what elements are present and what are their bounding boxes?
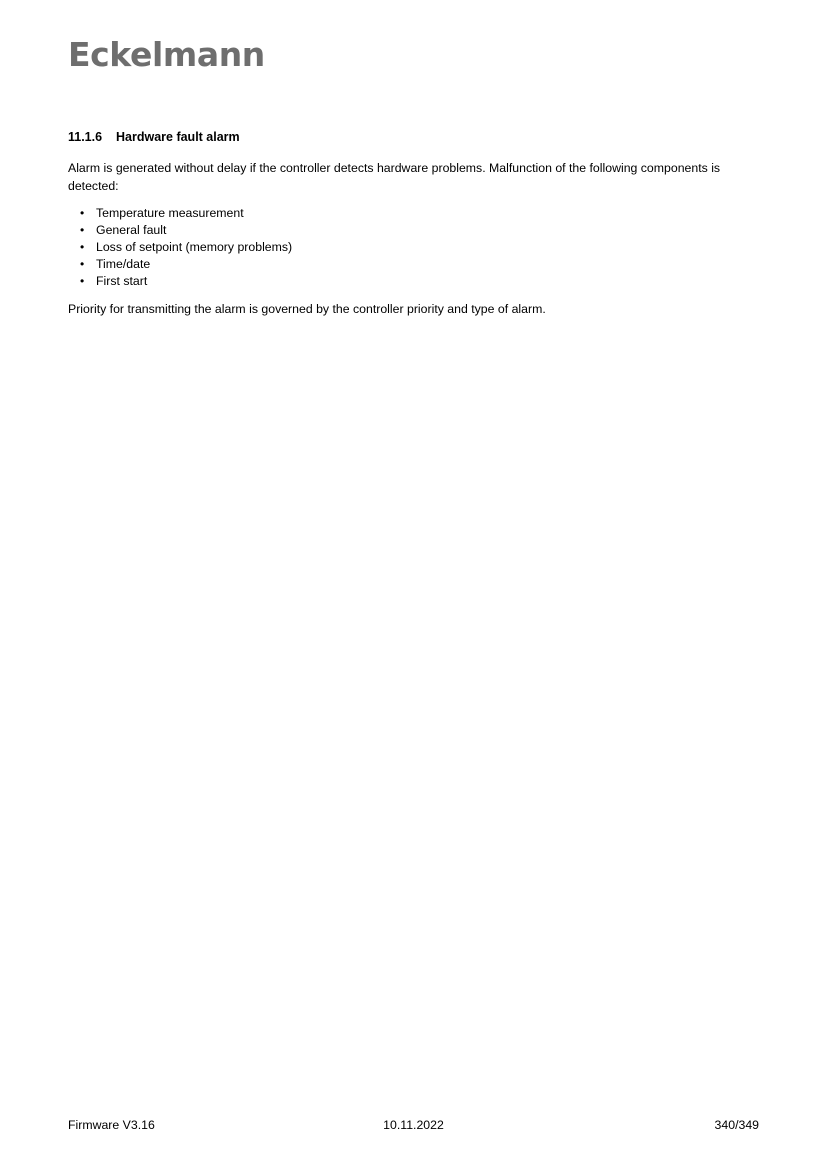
- list-item: • Temperature measurement: [74, 205, 758, 222]
- company-logo: Eckelmann: [68, 35, 265, 74]
- section-heading: [68, 130, 758, 144]
- section-number: 11.1.6: [68, 130, 103, 144]
- section-title: Hardware fault alarm: [116, 130, 240, 144]
- list-item: • Loss of setpoint (memory problems): [74, 239, 758, 256]
- page-footer: [68, 1118, 759, 1136]
- page-content: [68, 130, 758, 327]
- list-item: • First start: [74, 273, 758, 290]
- closing-paragraph: Priority for transmitting the alarm is governed by the controller priority and type of alarm.: [68, 301, 546, 316]
- footer-date: 10.11.2022: [383, 1118, 444, 1132]
- fault-components-list: [68, 205, 758, 290]
- list-item: • General fault: [74, 222, 758, 239]
- footer-firmware-version: Firmware V3.16: [68, 1118, 155, 1132]
- footer-page-number: 340/349: [714, 1118, 759, 1132]
- list-item: • Time/date: [74, 256, 758, 273]
- intro-paragraph: Alarm is generated without delay if the controller detects hardware problems. Malfunction of the following components is detected:: [68, 161, 721, 193]
